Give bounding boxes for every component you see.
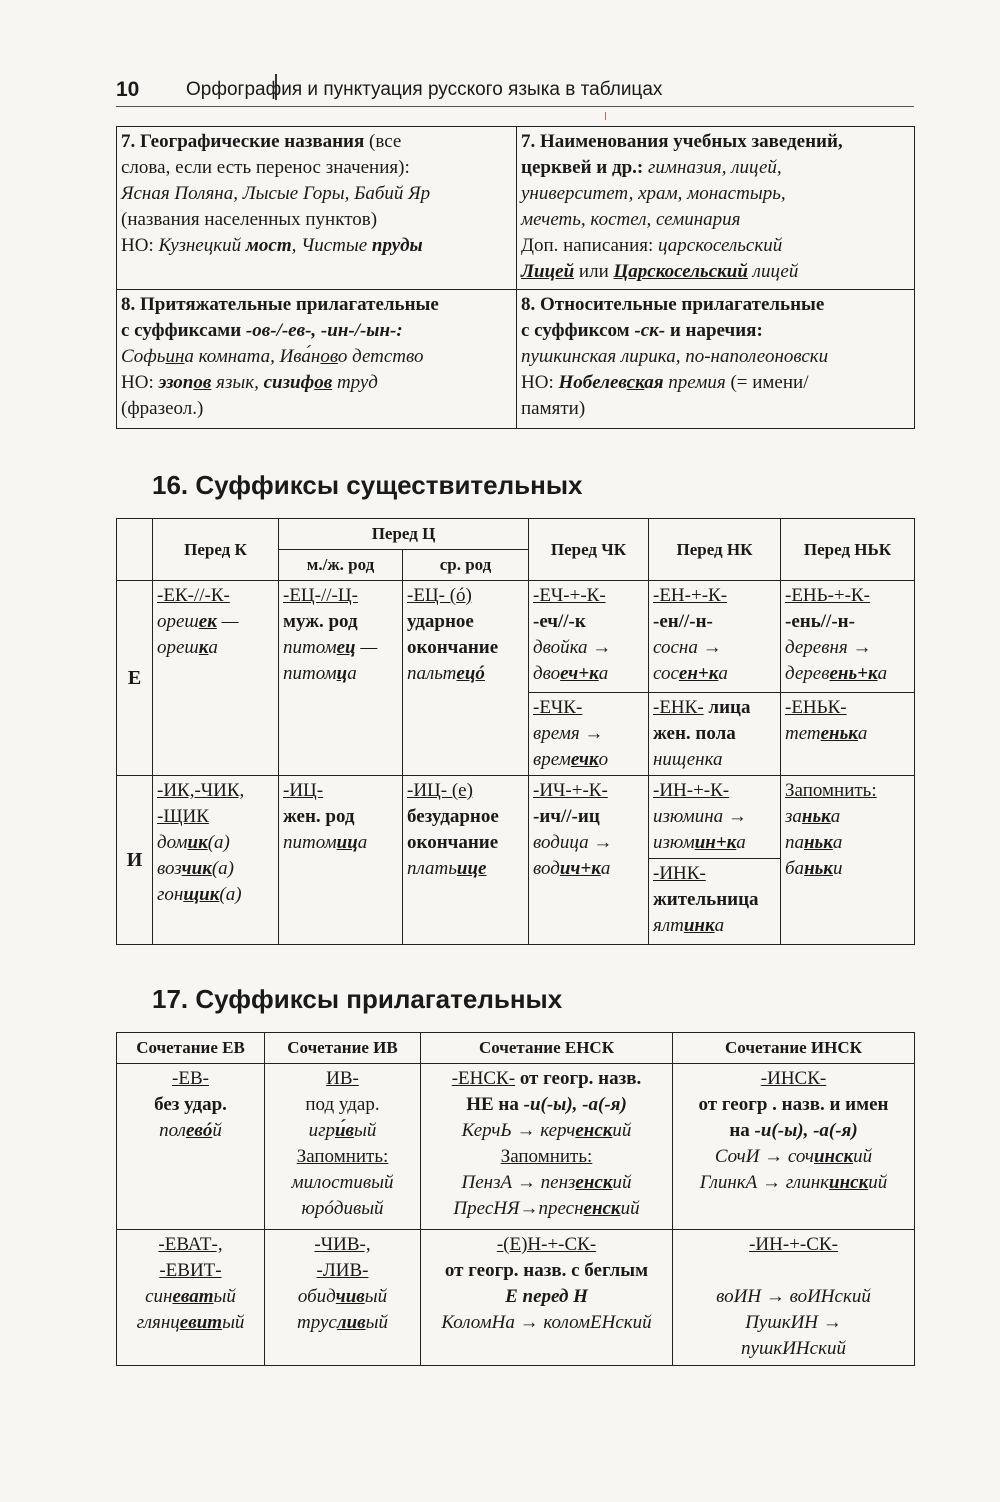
relative-adj-cell: 8. Относительные прилагательные с суффиксом -ск- и наречия: пушкинская лирика, по-наполеоновски НО: Нобелевская премия (= имени/ памяти) [517, 290, 915, 429]
header-nk: Перед НК [649, 519, 781, 581]
e-nk-cell: -ЕН-+-К- -ен//-н- сосна → сосен+ка [649, 581, 781, 693]
i-nk-cell: -ИН-+-К- изюмина → изюмин+ка [649, 776, 781, 859]
header-iv: Сочетание ИВ [265, 1033, 421, 1064]
ev-r2-cell: -ЕВАТ-, -ЕВИТ- синеватый глянцевитый [117, 1230, 265, 1366]
header-c: Перед Ц [279, 519, 529, 550]
running-title: Орфография и пунктуация русского языка в таблицах [186, 79, 663, 100]
geo-names-cell: 7. Географические названия (все слова, если есть перенос значения): Ясная Поляна, Лысые Горы, Бабий Яр (названия населенных пунктов) НО: Кузнецкий мост, Чистые пруды [117, 127, 517, 290]
ensk-r1-cell: -ЕНСК- от геогр. назв. НЕ на -и(-ы), -а(-я) КерчЬ → керченский Запомнить: ПензА → пензенский ПресНЯ→пресненский [421, 1064, 673, 1230]
e-nk2-cell: -ЕНЬ-+-К- -ень//-н- деревня → деревень+ка [781, 581, 915, 693]
insk-r2-cell: -ИН-+-СК- воИН → воИНский ПушкИН → пушкИНский [673, 1230, 915, 1366]
row-label-e: Е [117, 581, 153, 776]
e-chk-b-cell: -ЕЧК- время → времечко [529, 693, 649, 776]
row-label-i: И [117, 776, 153, 945]
section-16-title: 16. Суффиксы существительных [152, 470, 583, 500]
corner-cell [117, 519, 153, 581]
e-c-neut-cell: -ЕЦ- (ó) ударное окончание пальтецó [403, 581, 529, 776]
e-c-masc-cell: -ЕЦ-//-Ц- муж. род питомец — питомца [279, 581, 403, 776]
e-nk-b-cell: -ЕНК- лица жен. пола нищенка [649, 693, 781, 776]
i-chk-cell: -ИЧ-+-К- -ич//-иц водица → водич+ка [529, 776, 649, 945]
header-nk2: Перед НЬК [781, 519, 915, 581]
insk-r1-cell: -ИНСК- от геогр . назв. и имен на -и(-ы), -а(-я) СочИ → сочинский ГлинкА → глинкинский [673, 1064, 915, 1230]
i-k-cell: -ИК,-ЧИК, -ЩИК домик(а) возчик(а) гонщик(а) [153, 776, 279, 945]
e-chk-cell: -ЕЧ-+-К- -еч//-к двойка → двоеч+ка [529, 581, 649, 693]
e-nk2-b-cell: -ЕНЬК- тетенька [781, 693, 915, 776]
header-ev: Сочетание ЕВ [117, 1033, 265, 1064]
noun-suffix-table [116, 518, 915, 945]
page-number: 10 [116, 78, 140, 101]
header-chk: Перед ЧК [529, 519, 649, 581]
adjective-suffix-table [116, 1032, 915, 1366]
institutions-cell: 7. Наименования учебных заведений, церквей и др.: гимназия, лицей, университет, храм, монастырь, мечеть, костел, семинария Доп. написания: царскосельский Лицей или Царскосельский лицей [517, 127, 915, 290]
header-c-neut: ср. род [403, 550, 529, 581]
ensk-r2-cell: -(Е)Н-+-СК- от геогр. назв. с беглым Е перед Н КоломНа → коломЕНский [421, 1230, 673, 1366]
page-header [116, 76, 914, 107]
i-c-neut-cell: -ИЦ- (е) безударное окончание платьице [403, 776, 529, 945]
ev-r1-cell: -ЕВ- без удар. полевóй [117, 1064, 265, 1230]
header-insk: Сочетание ИНСК [673, 1033, 915, 1064]
iv-r2-cell: -ЧИВ-, -ЛИВ- обидчивый трусливый [265, 1230, 421, 1366]
iv-r1-cell: ИВ- под удар. игри́вый Запомнить: милостивый юрóдивый [265, 1064, 421, 1230]
possessive-adj-cell: 8. Притяжательные прилагательные с суффиксами -ов-/-ев-, -ин-/-ын-: Софьина комната, Ива́ново детство НО: эзопов язык, сизифов труд (фразеол.) [117, 290, 517, 429]
header-c-masc: м./ж. род [279, 550, 403, 581]
capitalization-table [116, 126, 915, 429]
e-k-cell: -ЕК-//-К- орешек — орешка [153, 581, 279, 776]
i-nk-b-cell: -ИНК- жительница ялтинка [649, 859, 781, 945]
header-k: Перед К [153, 519, 279, 581]
i-c-masc-cell: -ИЦ- жен. род питомица [279, 776, 403, 945]
margin-mark [605, 112, 606, 120]
header-ensk: Сочетание ЕНСК [421, 1033, 673, 1064]
i-nk2-cell: Запомнить: занька панька баньки [781, 776, 915, 945]
section-17-title: 17. Суффиксы прилагательных [152, 984, 563, 1014]
